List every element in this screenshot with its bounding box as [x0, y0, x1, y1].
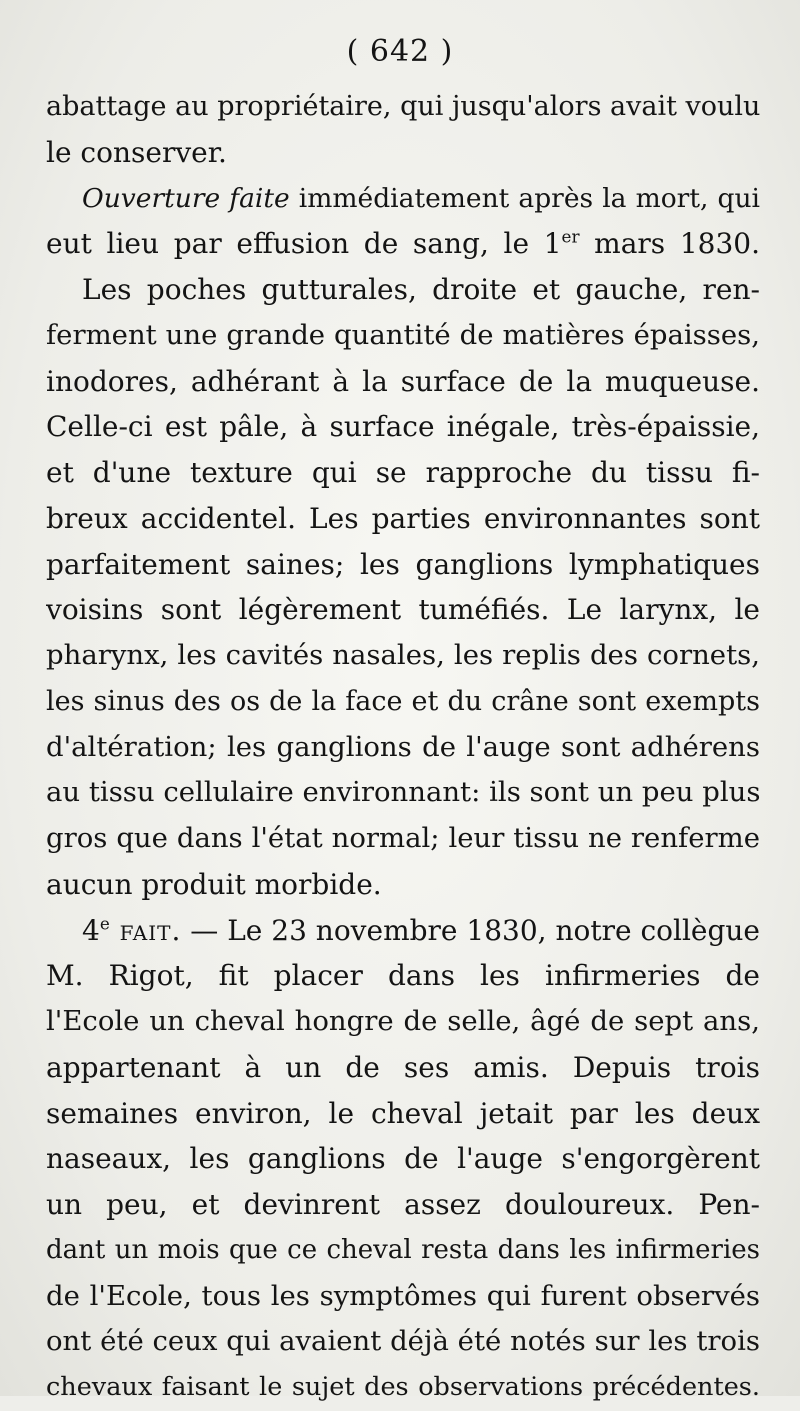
text-line-2: le conserver. — [46, 135, 227, 169]
text-line-8: Celle-ci est pâle, à surface inégale, très-épaissie, — [46, 410, 760, 444]
text-line-27: de l'Ecole, tous les symptômes qui furent observés — [46, 1279, 760, 1312]
text-line-16: au tissu cellulaire environnant: ils sont un peu plus — [46, 776, 760, 809]
text-line-24: naseaux, les ganglions de l'auge s'engorgèrent — [46, 1142, 760, 1176]
text-line-26: dant un mois que ce cheval resta dans les infirmeries — [46, 1234, 760, 1265]
text-line-28: ont été ceux qui avaient déjà été notés sur les trois — [46, 1325, 760, 1358]
text-line-7: inodores, adhérant à la surface de la muqueuse. — [46, 364, 760, 398]
text-line-14: les sinus des os de la face et du crâne sont exempts — [46, 685, 760, 717]
text-line-18: aucun produit morbide. — [46, 867, 382, 901]
text-line-21: l'Ecole un cheval hongre de selle, âgé de sept ans, — [46, 1005, 760, 1037]
text-line-12: voisins sont légèrement tuméfiés. Le larynx, le — [46, 593, 760, 627]
text-line-17: gros que dans l'état normal; leur tissu ne renferme — [46, 822, 760, 854]
text-line-23: semaines environ, le cheval jetait par les deux — [46, 1096, 760, 1130]
text-line-10: breux accidentel. Les parties environnantes sont — [46, 501, 760, 535]
text-line-6: ferment une grande quantité de matières épaisses, — [46, 318, 760, 351]
text-line-25: un peu, et devinrent assez douloureux. Pen- — [46, 1188, 760, 1221]
text-line-11: parfaitement saines; les ganglions lymphatiques — [46, 547, 760, 581]
section-heading-ouverture: Ouverture faite — [82, 182, 290, 214]
page-number: ( 642 ) — [346, 34, 454, 69]
text-line-19: 4e fait. — Le 23 novembre 1830, notre collègue — [82, 913, 760, 947]
text-line-29: chevaux faisant le sujet des observations précédentes. — [46, 1372, 760, 1402]
body-text — [46, 84, 760, 1411]
text-line-9: et d'une texture qui se rapproche du tissu fi- — [46, 456, 760, 489]
section-heading-fait: fait. — [109, 913, 182, 947]
text-line-5: Les poches gutturales, droite et gauche, ren- — [82, 273, 760, 306]
text-line-4: eut lieu par effusion de sang, le 1er mars 1830. — [46, 226, 760, 261]
text-line-3: Ouverture faite immédiatement après la mort, qui — [82, 182, 760, 214]
text-line-20: M. Rigot, fit placer dans les infirmeries de — [46, 959, 760, 993]
text-line-22: appartenant à un de ses amis. Depuis trois — [46, 1050, 760, 1084]
text-line-15: d'altération; les ganglions de l'auge sont adhérens — [46, 730, 760, 763]
text-line-13: pharynx, les cavités nasales, les replis des cornets, — [46, 639, 760, 671]
text-line-1: abattage au propriétaire, qui jusqu'alors avait voulu — [46, 91, 760, 122]
